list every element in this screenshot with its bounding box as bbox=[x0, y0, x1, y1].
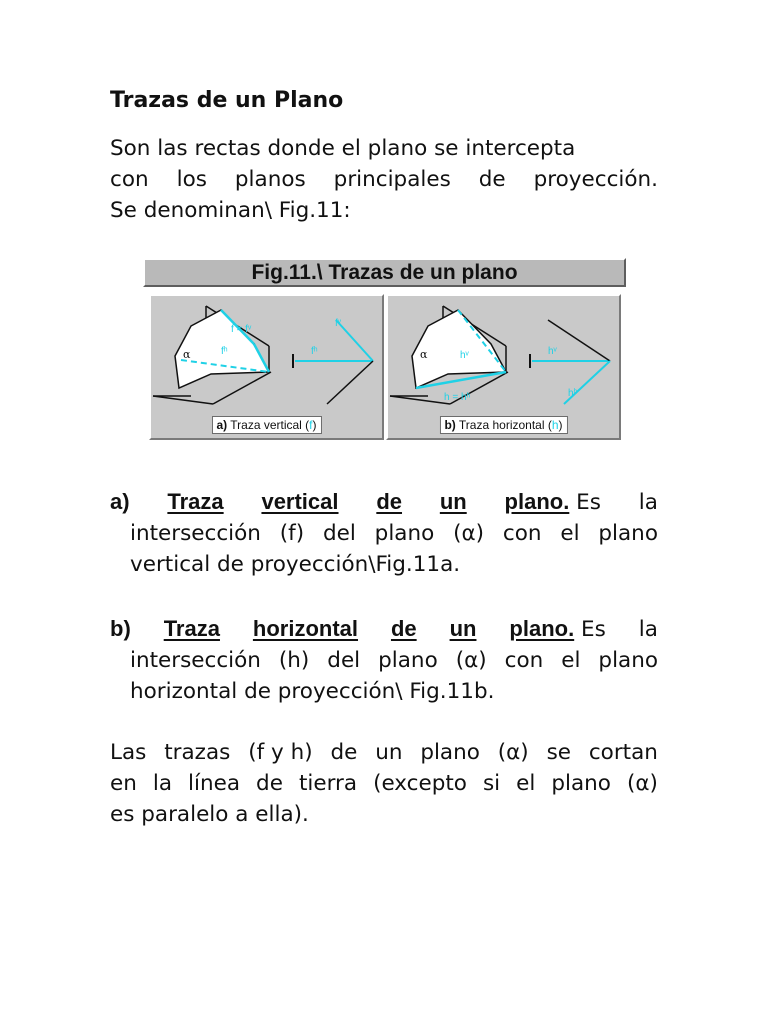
word: tierra bbox=[298, 771, 358, 796]
panel-a-caption-symbol: f bbox=[309, 418, 313, 432]
horizontal-plane-left bbox=[390, 396, 450, 404]
item-a-heading bbox=[110, 486, 658, 518]
word: cortan bbox=[588, 740, 658, 765]
word: el bbox=[561, 648, 581, 673]
word: Las bbox=[110, 740, 147, 765]
word: con bbox=[504, 648, 544, 673]
word: h) bbox=[290, 740, 313, 765]
word: (excepto bbox=[373, 771, 467, 796]
item-a-body bbox=[110, 518, 658, 580]
word: intersección bbox=[130, 648, 261, 673]
word: el bbox=[560, 521, 580, 546]
panel-b-caption bbox=[439, 416, 567, 434]
intro-line-1-text: Son las rectas donde el plano se intercepta bbox=[110, 136, 576, 161]
trace-fv-proj bbox=[336, 320, 373, 361]
item-a-title-word: plano. bbox=[504, 489, 570, 514]
word: (f bbox=[248, 740, 265, 765]
word: y bbox=[271, 740, 284, 765]
hh-label-right: hʰ bbox=[568, 388, 578, 399]
word: plano bbox=[598, 521, 658, 546]
panel-b-caption-letter: b) bbox=[444, 418, 456, 432]
word: línea bbox=[188, 771, 241, 796]
item-a-line-2 bbox=[130, 518, 658, 549]
item-b-heading bbox=[110, 613, 658, 645]
item-b bbox=[110, 613, 658, 707]
item-a-la: la bbox=[638, 490, 658, 515]
hv-label-right: hᵛ bbox=[548, 346, 557, 357]
fh-label-right: fʰ bbox=[311, 346, 318, 357]
item-a-es: Es bbox=[576, 490, 601, 515]
item-b-body bbox=[110, 645, 658, 707]
word: (α) bbox=[497, 740, 529, 765]
word: con bbox=[502, 521, 542, 546]
word: plano bbox=[378, 648, 438, 673]
alpha-label: α bbox=[183, 348, 191, 361]
item-b-title-word: de bbox=[390, 616, 417, 641]
panel-b-caption-symbol: h bbox=[551, 418, 559, 432]
item-a-label: a) bbox=[110, 489, 130, 514]
word: plano bbox=[598, 648, 658, 673]
word: (f) bbox=[279, 521, 305, 546]
closing-line-2 bbox=[110, 768, 658, 799]
word: plano bbox=[551, 771, 611, 796]
word: el bbox=[516, 771, 536, 796]
fh-label: fʰ bbox=[221, 346, 228, 357]
word: del bbox=[322, 521, 356, 546]
panel-a-caption-text: Traza vertical ( bbox=[230, 418, 310, 432]
fv-label-right: fᵛ bbox=[335, 318, 341, 329]
item-a-title-word: Traza bbox=[167, 489, 224, 514]
item-a-title-word: de bbox=[376, 489, 403, 514]
item-a-line-3: vertical de proyección\Fig.11a. bbox=[130, 552, 461, 577]
word: de bbox=[330, 740, 358, 765]
panel-b-caption-text: Traza horizontal ( bbox=[458, 418, 552, 432]
page-title: Trazas de un Plano bbox=[110, 88, 344, 113]
item-b-line-2 bbox=[130, 645, 658, 676]
item-b-title-word: Traza bbox=[163, 616, 220, 641]
word: (α) bbox=[626, 771, 658, 796]
word: trazas bbox=[164, 740, 231, 765]
alpha-label: α bbox=[420, 348, 428, 361]
intro-paragraph bbox=[110, 133, 658, 226]
item-b-title-word: plano. bbox=[509, 616, 575, 641]
panel-a-caption bbox=[211, 416, 321, 434]
item-a-title-word: vertical bbox=[261, 489, 339, 514]
word: (α) bbox=[455, 648, 487, 673]
word: del bbox=[327, 648, 361, 673]
closing-paragraph bbox=[110, 737, 658, 830]
word: plano bbox=[374, 521, 435, 546]
item-b-title-word: horizontal bbox=[252, 616, 359, 641]
panel-a-caption-letter: a) bbox=[216, 418, 228, 432]
word: en bbox=[110, 771, 137, 796]
trace-hv-proj bbox=[548, 320, 610, 361]
word: si bbox=[482, 771, 501, 796]
intro-line-2 bbox=[110, 164, 658, 195]
closing-line-3: es paralelo a ella). bbox=[110, 802, 309, 827]
word: se bbox=[546, 740, 571, 765]
word: plano bbox=[420, 740, 480, 765]
item-b-label: b) bbox=[110, 616, 131, 641]
item-a bbox=[110, 486, 658, 580]
intro-line-1 bbox=[110, 133, 658, 164]
h-eq-label: h = hʰ bbox=[444, 392, 471, 403]
item-b-es: Es bbox=[581, 617, 606, 642]
intro-line-3-text: Se denominan\ Fig.11: bbox=[110, 198, 351, 223]
hv-label: hᵛ bbox=[460, 350, 469, 361]
word: (h) bbox=[278, 648, 310, 673]
panel-a-caption-close: ) bbox=[312, 418, 317, 432]
intro-line-2-text: con los planos principales de proyección. bbox=[110, 167, 658, 192]
word: (α) bbox=[453, 521, 485, 546]
item-a-title-word: un bbox=[439, 489, 467, 514]
horizontal-plane-left bbox=[153, 396, 213, 404]
horizontal-plane-back bbox=[213, 372, 271, 404]
word: un bbox=[375, 740, 403, 765]
closing-line-1 bbox=[110, 737, 658, 768]
item-b-la: la bbox=[638, 617, 658, 642]
intro-line-3 bbox=[110, 195, 658, 226]
panel-b-caption-close: ) bbox=[558, 418, 563, 432]
figure-panel-a bbox=[149, 294, 384, 440]
word: la bbox=[152, 771, 173, 796]
figure-panel-b bbox=[386, 294, 621, 440]
word: de bbox=[256, 771, 283, 796]
f-eq-label: f = fᵛ bbox=[231, 324, 252, 335]
item-b-title-word: un bbox=[449, 616, 477, 641]
trace-fh-proj bbox=[327, 361, 373, 404]
item-b-line-3: horizontal de proyección\ Fig.11b. bbox=[130, 679, 495, 704]
word: intersección bbox=[130, 521, 261, 546]
figure-header: Fig.11.\ Trazas de un plano bbox=[143, 258, 626, 287]
